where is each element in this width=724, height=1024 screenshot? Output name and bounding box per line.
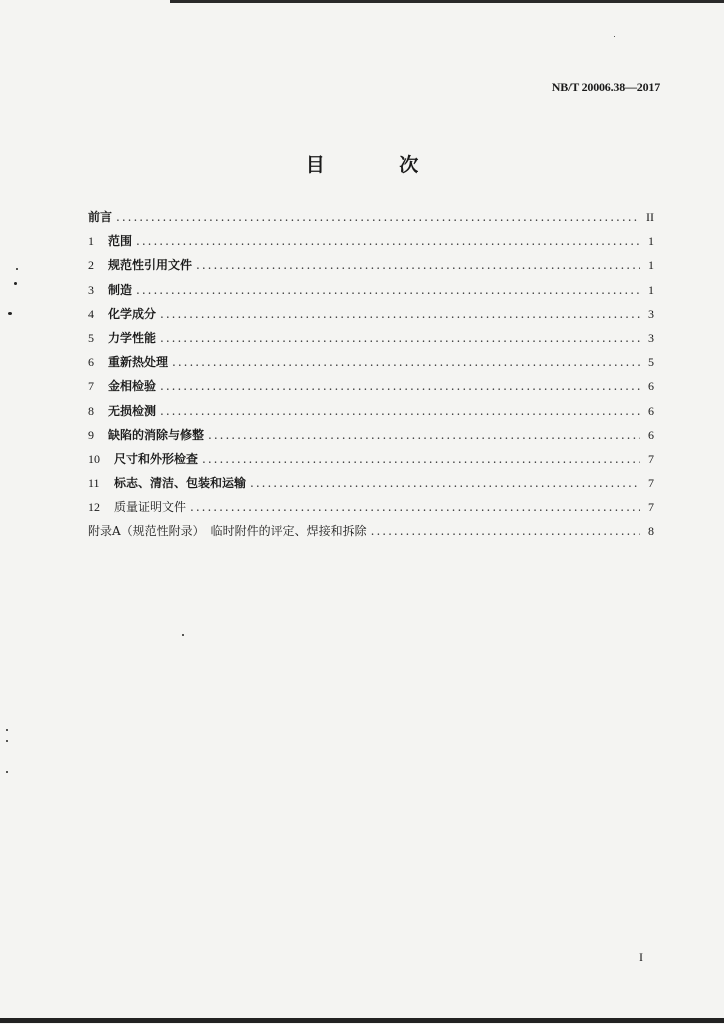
toc-dot-leader: [160, 404, 640, 418]
toc-dot-leader: [371, 524, 640, 538]
toc-entry-label: 重新热处理: [108, 355, 169, 370]
toc-dot-leader: [160, 379, 640, 393]
toc-entry-1[interactable]: [88, 232, 654, 256]
toc-entry-5[interactable]: [88, 329, 654, 353]
toc-entry-11[interactable]: [88, 474, 654, 498]
toc-entry-page: 7: [648, 476, 654, 491]
toc-entry-number: 12: [88, 500, 100, 515]
scan-speck: [6, 729, 8, 731]
toc-entry-appendix-a[interactable]: [88, 522, 654, 546]
toc-entry-page: 1: [648, 258, 654, 273]
toc-entry-label: 化学成分: [108, 306, 157, 321]
toc-entry-label: 力学性能: [108, 330, 157, 345]
toc-dot-leader: [136, 283, 640, 297]
toc-dot-leader: [116, 210, 640, 224]
toc-entry-page: 6: [648, 379, 654, 394]
toc-dot-leader: [202, 452, 640, 466]
toc-dot-leader: [172, 355, 640, 369]
toc-entry-7[interactable]: [88, 377, 654, 401]
toc-entry-label: 规范性引用文件: [108, 258, 193, 273]
bottom-border-line: [0, 1018, 724, 1023]
toc-entry-page: 7: [648, 451, 654, 466]
toc-entry-label: 制造: [108, 282, 133, 297]
toc-entry-label: 质量证明文件: [114, 500, 187, 515]
toc-dot-leader: [250, 476, 640, 490]
toc-entry-number: 9: [88, 427, 94, 442]
toc-entry-page: 6: [648, 403, 654, 418]
scan-speck: [182, 634, 184, 636]
toc-entry-8[interactable]: [88, 402, 654, 426]
toc-entry-page: 5: [648, 355, 654, 370]
toc-entry-number: 2: [88, 258, 94, 273]
toc-entry-number: 6: [88, 355, 94, 370]
toc-entry-4[interactable]: [88, 305, 654, 329]
toc-entry-12[interactable]: [88, 498, 654, 522]
toc-entry-10[interactable]: [88, 450, 654, 474]
top-border-line: [170, 0, 724, 3]
scan-speck: [614, 36, 615, 37]
toc-entry-page: 7: [648, 500, 654, 515]
toc-entry-foreword[interactable]: [88, 208, 654, 232]
toc-entry-page: 1: [648, 234, 654, 249]
scan-speck: [6, 740, 8, 742]
scan-speck: [16, 268, 18, 270]
toc-dot-leader: [208, 428, 640, 442]
toc-entry-label: 尺寸和外形检查: [114, 451, 199, 466]
scan-speck: [6, 771, 8, 773]
toc-entry-page: 6: [648, 427, 654, 442]
toc-entry-label: 前言: [88, 210, 113, 224]
toc-entry-page: 1: [648, 282, 654, 297]
toc-entry-label: 缺陷的消除与修整: [108, 427, 205, 442]
page-number: I: [639, 950, 643, 964]
toc-title: 目 次: [305, 154, 453, 176]
toc-entry-label: 范围: [108, 234, 133, 249]
toc-entry-label: 无损检测: [108, 403, 157, 418]
toc-entry-label: 标志、清洁、包装和运输: [114, 476, 247, 491]
toc-entry-number: 8: [88, 403, 94, 418]
toc-entry-number: 5: [88, 330, 94, 345]
toc-dot-leader: [160, 331, 640, 345]
toc-dot-leader: [136, 234, 640, 248]
toc-entry-number: 4: [88, 306, 94, 321]
toc-entry-page: 3: [648, 330, 654, 345]
toc-entry-2[interactable]: [88, 256, 654, 280]
toc-dot-leader: [190, 500, 640, 514]
toc-entry-number: 10: [88, 451, 100, 466]
scan-speck: [14, 282, 17, 285]
toc-entry-page: 8: [648, 524, 654, 539]
toc-entry-number: 1: [88, 234, 94, 249]
toc-entry-number: 11: [88, 476, 100, 491]
standard-code: NB/T 20006.38—2017: [551, 80, 660, 94]
toc-entry-number: 7: [88, 379, 94, 394]
toc-entry-number: 3: [88, 282, 94, 297]
toc-entry-page: 3: [648, 306, 654, 321]
scan-speck: [8, 312, 12, 315]
toc-entry-page: II: [646, 210, 654, 224]
toc-entry-3[interactable]: [88, 281, 654, 305]
toc-dot-leader: [160, 307, 640, 321]
toc-entry-9[interactable]: [88, 426, 654, 450]
toc-entry-label: 附录A（规范性附录） 临时附件的评定、焊接和拆除: [88, 524, 367, 539]
toc-dot-leader: [196, 258, 640, 272]
toc-entry-label: 金相检验: [108, 379, 157, 394]
toc-entry-6[interactable]: [88, 353, 654, 377]
table-of-contents: [88, 208, 654, 547]
